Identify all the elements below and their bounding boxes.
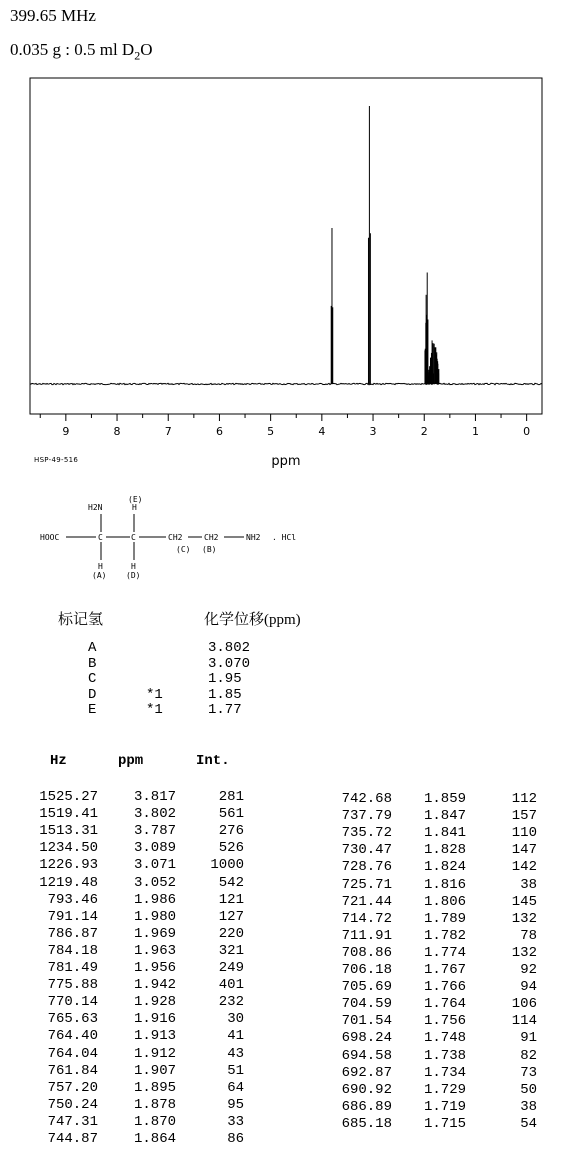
peak-ppm: 1.734 bbox=[423, 1064, 466, 1081]
plot-frame bbox=[30, 78, 542, 414]
peak-ppm: 3.802 bbox=[133, 806, 176, 823]
peak-int: 281 bbox=[218, 789, 244, 805]
spectrometer-frequency: 399.65 MHz bbox=[10, 6, 96, 25]
peak-ppm: 3.817 bbox=[133, 789, 176, 805]
peak-int: 249 bbox=[218, 960, 244, 976]
peak-ppm: 1.782 bbox=[423, 927, 466, 944]
peak-hz: 764.04 bbox=[47, 1045, 98, 1062]
peak-hz: 784.18 bbox=[47, 942, 98, 959]
peak-int: 561 bbox=[218, 806, 244, 823]
assignment-label: C bbox=[88, 671, 97, 687]
peak-ppm: 1.828 bbox=[423, 842, 466, 859]
peak-row bbox=[0, 1030, 570, 1046]
peak-row bbox=[0, 808, 570, 824]
peak-ppm: 1.907 bbox=[133, 1062, 176, 1079]
peak-ppm: 1.719 bbox=[423, 1098, 466, 1115]
peak-ppm: 1.847 bbox=[423, 808, 466, 825]
peak-hz: 761.84 bbox=[47, 1062, 98, 1079]
peak-row bbox=[0, 874, 570, 893]
peak-hz: 728.76 bbox=[341, 859, 392, 876]
peak-ppm: 1.963 bbox=[133, 942, 176, 959]
peak-ppm: 1.870 bbox=[133, 1113, 176, 1130]
peak-ppm: 1.774 bbox=[423, 944, 466, 961]
peak-int: 82 bbox=[520, 1047, 537, 1064]
struct-h-bottom-1: H bbox=[98, 562, 103, 571]
peak-int: 112 bbox=[511, 791, 537, 807]
peak-int: 86 bbox=[227, 1131, 244, 1147]
assignment-row bbox=[0, 671, 300, 687]
peak-row bbox=[0, 859, 570, 875]
peak-row bbox=[0, 891, 570, 910]
header-int: Int. bbox=[196, 753, 230, 769]
peak-row bbox=[0, 842, 570, 858]
peak-ppm: 1.956 bbox=[133, 960, 176, 976]
peak-hz: 786.87 bbox=[47, 925, 98, 942]
peak-ppm: 3.071 bbox=[133, 857, 176, 874]
peak-int: 91 bbox=[520, 1030, 537, 1047]
struct-ch2-1: CH2 bbox=[168, 533, 183, 542]
peak-int: 1000 bbox=[210, 857, 244, 874]
assignment-header-shift: 化学位移(ppm) bbox=[204, 612, 301, 628]
peak-hz: 781.49 bbox=[47, 960, 98, 976]
x-tick-label: 5 bbox=[267, 425, 275, 438]
peak-row bbox=[0, 1131, 570, 1147]
peak-ppm: 1.748 bbox=[423, 1030, 466, 1047]
peak-row bbox=[0, 825, 570, 841]
peak-hz: 701.54 bbox=[341, 1013, 392, 1030]
peak-hz: 1219.48 bbox=[39, 874, 98, 891]
peak-int: 50 bbox=[520, 1081, 537, 1098]
struct-c1: C bbox=[98, 533, 103, 542]
peak-hz: 1234.50 bbox=[39, 840, 98, 857]
assignment-header-label: 标记氢 bbox=[58, 612, 104, 628]
peak-ppm: 1.766 bbox=[423, 979, 466, 996]
peak-lines bbox=[331, 106, 439, 384]
peak-hz: 744.87 bbox=[47, 1131, 98, 1147]
peak-row bbox=[0, 1079, 570, 1098]
peak-int: 95 bbox=[227, 1096, 244, 1113]
x-tick-label: 4 bbox=[318, 425, 326, 438]
peak-hz: 1519.41 bbox=[39, 806, 98, 823]
assignment-note: *1 bbox=[146, 702, 163, 718]
peak-hz: 711.91 bbox=[341, 927, 392, 944]
header-hz: Hz bbox=[50, 753, 67, 769]
chemical-structure bbox=[26, 490, 346, 590]
peak-ppm: 3.089 bbox=[133, 840, 176, 857]
peak-ppm: 1.806 bbox=[423, 893, 466, 910]
peak-hz: 721.44 bbox=[341, 893, 392, 910]
peak-ppm: 1.816 bbox=[423, 876, 466, 893]
peak-int: 92 bbox=[520, 962, 537, 978]
peak-ppm: 1.738 bbox=[423, 1047, 466, 1064]
struct-h2n: H2N bbox=[88, 503, 103, 512]
peak-ppm: 1.859 bbox=[423, 791, 466, 807]
peak-hz: 757.20 bbox=[47, 1079, 98, 1096]
peak-ppm: 1.895 bbox=[133, 1079, 176, 1096]
peak-row bbox=[0, 1062, 570, 1081]
peak-int: 33 bbox=[227, 1113, 244, 1130]
x-axis-label: ppm bbox=[271, 454, 301, 469]
assignment-shift: 1.77 bbox=[208, 702, 242, 718]
peak-ppm: 3.052 bbox=[133, 874, 176, 891]
peak-hz: 1525.27 bbox=[39, 789, 98, 805]
peak-hz: 692.87 bbox=[341, 1064, 392, 1081]
assignment-label: B bbox=[88, 655, 97, 672]
header-ppm: ppm bbox=[118, 753, 144, 769]
peak-int: 276 bbox=[218, 823, 244, 840]
x-tick-label: 9 bbox=[62, 425, 70, 438]
peak-hz: 698.24 bbox=[341, 1030, 392, 1047]
peak-ppm: 1.942 bbox=[133, 977, 176, 994]
struct-label-e: (E) bbox=[128, 495, 143, 504]
peak-ppm: 1.912 bbox=[133, 1045, 176, 1062]
peak-row bbox=[0, 942, 570, 961]
assignment-label: D bbox=[88, 686, 97, 703]
assignment-shift: 1.95 bbox=[208, 671, 242, 687]
spectrum-code: HSP-49-516 bbox=[34, 456, 79, 464]
peak-int: 157 bbox=[511, 808, 537, 825]
peak-int: 142 bbox=[511, 859, 537, 876]
peak-row bbox=[0, 908, 570, 927]
x-axis-ticks bbox=[40, 414, 526, 421]
peak-row bbox=[0, 791, 570, 807]
nmr-spectrum-chart bbox=[0, 0, 570, 480]
peak-int: 43 bbox=[227, 1045, 244, 1062]
peak-int: 542 bbox=[218, 874, 244, 891]
peak-int: 132 bbox=[511, 910, 537, 927]
peak-hz: 793.46 bbox=[47, 891, 98, 908]
assignment-shift: 1.85 bbox=[208, 686, 242, 703]
peak-ppm: 1.980 bbox=[133, 908, 176, 925]
peak-ppm: 1.928 bbox=[133, 994, 176, 1011]
peak-hz: 714.72 bbox=[341, 910, 392, 927]
struct-label-a: (A) bbox=[92, 571, 107, 580]
struct-nh2: NH2 bbox=[246, 533, 261, 542]
peak-ppm: 1.916 bbox=[133, 1011, 176, 1028]
peak-int: 127 bbox=[218, 908, 244, 925]
peak-row bbox=[0, 962, 570, 978]
peak-int: 51 bbox=[227, 1062, 244, 1079]
peak-hz: 694.58 bbox=[341, 1047, 392, 1064]
assignment-shift: 3.070 bbox=[208, 655, 251, 672]
assignment-label: E bbox=[88, 702, 97, 718]
peak-int: 232 bbox=[218, 994, 244, 1011]
peak-ppm: 1.715 bbox=[423, 1115, 466, 1132]
peak-hz: 750.24 bbox=[47, 1096, 98, 1113]
peak-int: 147 bbox=[511, 842, 537, 859]
peak-int: 110 bbox=[511, 825, 537, 842]
peak-ppm: 1.969 bbox=[133, 925, 176, 942]
peak-int: 41 bbox=[227, 1028, 244, 1045]
x-tick-label: 3 bbox=[369, 425, 377, 438]
x-tick-label: 2 bbox=[420, 425, 428, 438]
peak-int: 106 bbox=[511, 996, 537, 1013]
struct-hcl: . HCl bbox=[272, 533, 297, 542]
peak-int: 30 bbox=[227, 1011, 244, 1028]
peak-hz: 1513.31 bbox=[39, 823, 98, 840]
peak-int: 145 bbox=[511, 893, 537, 910]
x-tick-label: 0 bbox=[523, 425, 531, 438]
struct-label-c: (C) bbox=[176, 545, 191, 554]
peak-hz: 705.69 bbox=[341, 979, 392, 996]
peak-int: 38 bbox=[520, 1098, 537, 1115]
peak-ppm: 1.729 bbox=[423, 1081, 466, 1098]
peak-int: 220 bbox=[218, 925, 244, 942]
peak-hz: 747.31 bbox=[47, 1113, 98, 1130]
peak-int: 132 bbox=[511, 944, 537, 961]
peak-ppm: 3.787 bbox=[133, 823, 176, 840]
peak-hz: 690.92 bbox=[341, 1081, 392, 1098]
peak-int: 321 bbox=[218, 942, 244, 959]
struct-ch2-2: CH2 bbox=[204, 533, 219, 542]
peak-hz: 764.40 bbox=[47, 1028, 98, 1045]
peak-int: 38 bbox=[520, 876, 537, 893]
peak-hz: 708.86 bbox=[341, 944, 392, 961]
assignment-row bbox=[0, 640, 300, 656]
peak-hz: 775.88 bbox=[47, 977, 98, 994]
peak-row bbox=[0, 1045, 570, 1064]
assignment-note: *1 bbox=[146, 686, 163, 703]
peak-ppm: 1.767 bbox=[423, 962, 466, 978]
peak-hz: 1226.93 bbox=[39, 857, 98, 874]
peak-ppm: 1.913 bbox=[133, 1028, 176, 1045]
peak-int: 121 bbox=[218, 891, 244, 908]
x-tick-label: 8 bbox=[113, 425, 121, 438]
assignment-label: A bbox=[88, 640, 97, 656]
peak-int: 526 bbox=[218, 840, 244, 857]
peak-int: 64 bbox=[227, 1079, 244, 1096]
peak-ppm: 1.789 bbox=[423, 910, 466, 927]
peak-hz: 704.59 bbox=[341, 996, 392, 1013]
x-tick-label: 6 bbox=[215, 425, 223, 438]
peak-ppm: 1.841 bbox=[423, 825, 466, 842]
x-tick-label: 1 bbox=[471, 425, 479, 438]
struct-hooc: HOOC bbox=[40, 533, 60, 542]
assignment-row bbox=[0, 656, 300, 672]
assignment-row bbox=[0, 702, 300, 718]
peak-ppm: 1.764 bbox=[423, 996, 466, 1013]
peak-int: 54 bbox=[520, 1115, 537, 1132]
peak-ppm: 1.864 bbox=[133, 1131, 176, 1147]
peak-int: 73 bbox=[520, 1064, 537, 1081]
struct-h-bottom-2: H bbox=[131, 562, 136, 571]
assignment-row bbox=[0, 687, 300, 703]
peak-int: 78 bbox=[520, 927, 537, 944]
struct-c2: C bbox=[131, 533, 136, 542]
assignment-shift: 3.802 bbox=[208, 640, 251, 656]
peak-int: 401 bbox=[218, 977, 244, 994]
peak-hz: 742.68 bbox=[341, 791, 392, 807]
peak-hz: 737.79 bbox=[341, 808, 392, 825]
peak-int: 94 bbox=[520, 979, 537, 996]
peak-row bbox=[0, 979, 570, 995]
peak-ppm: 1.756 bbox=[423, 1013, 466, 1030]
peak-hz: 735.72 bbox=[341, 825, 392, 842]
peak-hz: 725.71 bbox=[341, 876, 392, 893]
peak-hz: 706.18 bbox=[341, 962, 392, 978]
peak-hz: 791.14 bbox=[47, 908, 98, 925]
struct-label-b: (B) bbox=[202, 545, 217, 554]
sample-prefix: 0.035 g : 0.5 ml D bbox=[10, 40, 135, 59]
sample-subscript: 2 bbox=[134, 48, 141, 63]
peak-ppm: 1.878 bbox=[133, 1096, 176, 1113]
peak-ppm: 1.986 bbox=[133, 891, 176, 908]
x-tick-label: 7 bbox=[164, 425, 172, 438]
peak-row bbox=[0, 1013, 570, 1029]
peak-row bbox=[0, 1113, 570, 1132]
peak-hz: 686.89 bbox=[341, 1098, 392, 1115]
struct-label-d: (D) bbox=[126, 571, 141, 580]
peak-row bbox=[0, 996, 570, 1012]
x-axis-tick-labels bbox=[62, 425, 530, 438]
struct-h-top: H bbox=[132, 503, 137, 512]
peak-hz: 770.14 bbox=[47, 994, 98, 1011]
peak-row bbox=[0, 925, 570, 944]
spectrum-trace bbox=[30, 383, 542, 384]
sample-suffix: O bbox=[140, 40, 153, 59]
peak-row bbox=[0, 1096, 570, 1115]
peak-hz: 685.18 bbox=[341, 1115, 392, 1132]
peak-hz: 730.47 bbox=[341, 842, 392, 859]
peak-int: 114 bbox=[511, 1013, 537, 1030]
peak-hz: 765.63 bbox=[47, 1011, 98, 1028]
peak-ppm: 1.824 bbox=[423, 859, 466, 876]
